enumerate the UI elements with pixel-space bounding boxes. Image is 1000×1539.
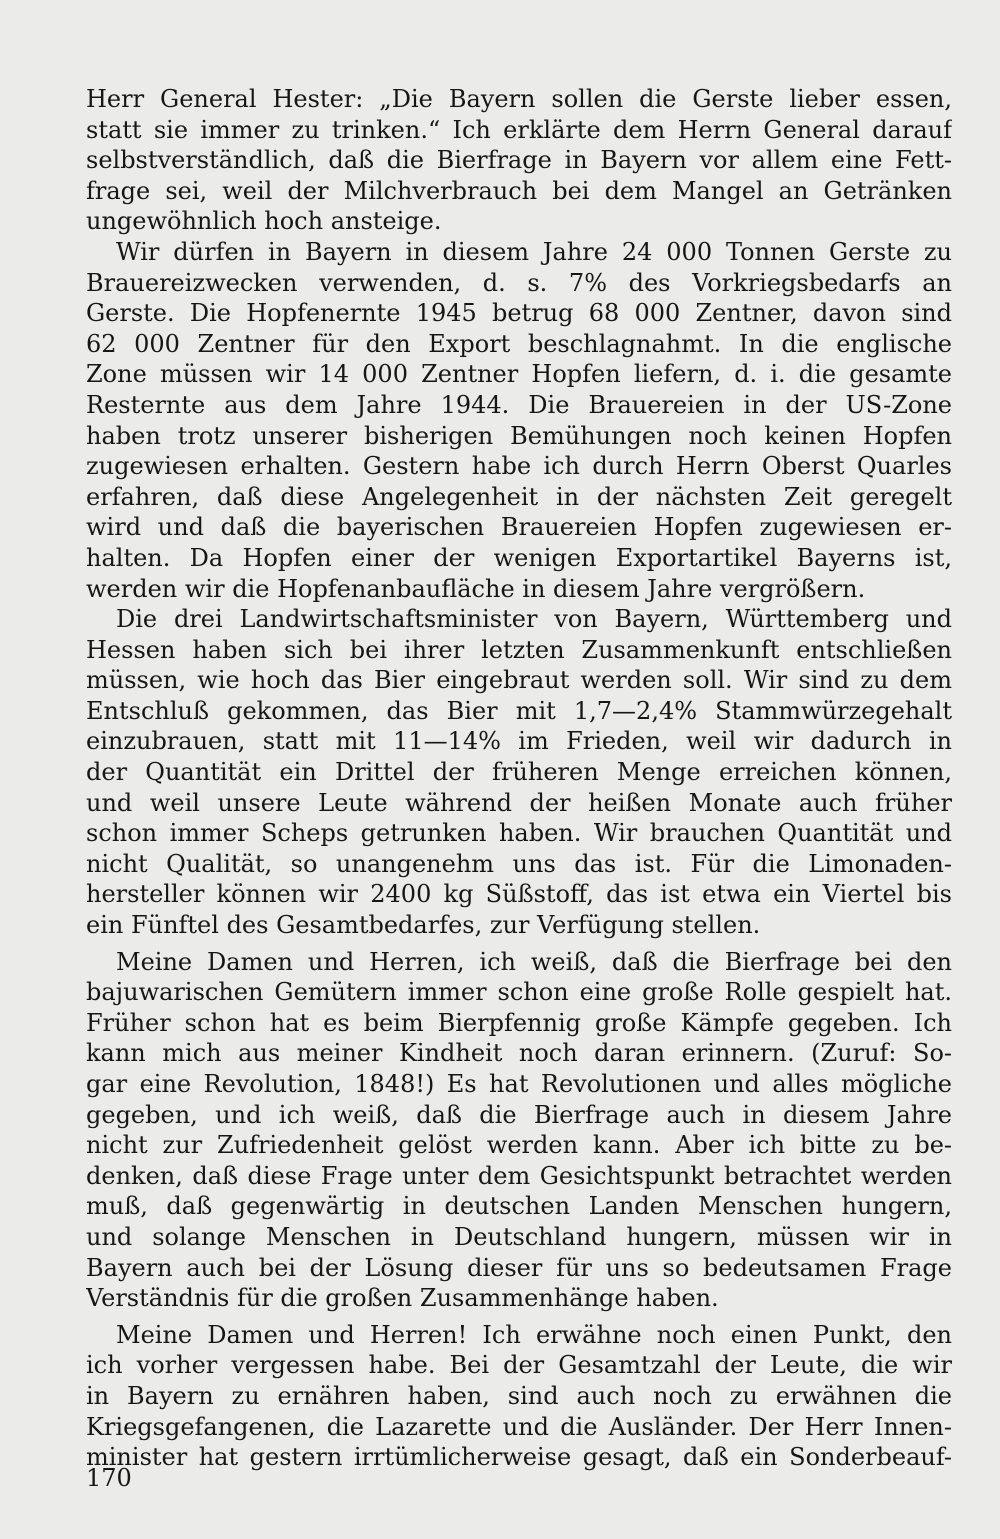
text-line: halten. Da Hopfen einer der wenigen Exportartikel Bayerns ist, xyxy=(86,543,952,572)
text-line: zugewiesen erhalten. Gestern habe ich durch Herrn Oberst Quarles xyxy=(86,452,952,481)
text-line: ungewöhnlich hoch ansteige. xyxy=(86,207,442,236)
text-line: Zone müssen wir 14 000 Zentner Hopfen liefern, d. i. die gesamte xyxy=(86,360,952,389)
text-line: Gerste. Die Hopfenernte 1945 betrug 68 000 Zentner, davon sind xyxy=(86,299,952,328)
text-line: gegeben, und ich weiß, daß die Bierfrage auch in diesem Jahre xyxy=(86,1100,952,1129)
text-line: haben trotz unserer bisherigen Bemühungen noch keinen Hopfen xyxy=(86,421,952,450)
text-line: 62 000 Zentner für den Export beschlagnahmt. In die englische xyxy=(86,329,952,358)
text-line: und weil unsere Leute während der heißen Monate auch früher xyxy=(86,788,952,817)
text-line: Herr General Hester: „Die Bayern sollen die Gerste lieber essen, xyxy=(86,85,952,113)
text-line: erfahren, daß diese Angelegenheit in der nächsten Zeit geregelt xyxy=(86,482,952,511)
text-line: einzubrauen, statt mit 11—14% im Frieden, weil wir dadurch in xyxy=(86,727,952,756)
text-line: Verständnis für die großen Zusammenhänge haben. xyxy=(86,1284,719,1313)
text-line: frage sei, weil der Milchverbrauch bei dem Mangel an Getränken xyxy=(86,176,952,205)
text-line: Früher schon hat es beim Bierpfennig große Kämpfe gegeben. Ich xyxy=(86,1008,952,1037)
text-line: Bayern auch bei der Lösung dieser für uns so bedeutsamen Frage xyxy=(86,1253,952,1282)
text-line: wird und daß die bayerischen Brauereien Hopfen zugewiesen er- xyxy=(86,513,952,542)
text-line: ein Fünftel des Gesamtbedarfes, zur Verfügung stellen. xyxy=(86,911,761,940)
text-line: kann mich aus meiner Kindheit noch daran erinnern. (Zuruf: So- xyxy=(86,1039,952,1068)
text-line: denken, daß diese Frage unter dem Gesichtspunkt betrachtet werden xyxy=(86,1161,952,1190)
body-text xyxy=(86,84,952,1473)
text-line: in Bayern zu ernähren haben, sind auch noch zu erwähnen die xyxy=(86,1381,952,1410)
text-line: hersteller können wir 2400 kg Süßstoff, das ist etwa ein Viertel bis xyxy=(86,880,952,909)
text-line: Meine Damen und Herren! Ich erwähne noch einen Punkt, den xyxy=(116,1320,952,1349)
text-line: Meine Damen und Herren, ich weiß, daß die Bierfrage bei den xyxy=(116,947,952,976)
text-line: werden wir die Hopfenanbaufläche in diesem Jahre vergrößern. xyxy=(86,574,866,603)
text-line: muß, daß gegenwärtig in deutschen Landen Menschen hungern, xyxy=(86,1192,952,1221)
text-line: gar eine Revolution, 1848!) Es hat Revolutionen und alles mögliche xyxy=(86,1070,952,1098)
text-line: Entschluß gekommen, das Bier mit 1,7—2,4% Stammwürzegehalt xyxy=(86,696,952,725)
text-line: nicht zur Zufriedenheit gelöst werden kann. Aber ich bitte zu be- xyxy=(86,1131,952,1160)
text-line: ich vorher vergessen habe. Bei der Gesamtzahl der Leute, die wir xyxy=(86,1351,952,1380)
text-line: und solange Menschen in Deutschland hungern, müssen wir in xyxy=(86,1222,952,1251)
text-line: der Quantität ein Drittel der früheren Menge erreichen können, xyxy=(86,758,952,787)
text-line: nicht Qualität, so unangenehm uns das ist. Für die Limonaden- xyxy=(86,849,952,878)
text-line: Hessen haben sich bei ihrer letzten Zusammenkunft entschließen xyxy=(86,635,952,664)
text-line: Die drei Landwirtschaftsminister von Bayern, Württemberg und xyxy=(116,605,952,634)
text-line: minister hat gestern irrtümlicherweise gesagt, daß ein Sonderbeauf- xyxy=(86,1443,952,1472)
text-line: Brauereizwecken verwenden, d. s. 7% des Vorkriegsbedarfs an xyxy=(86,268,952,297)
text-line: Wir dürfen in Bayern in diesem Jahre 24 000 Tonnen Gerste zu xyxy=(116,237,952,266)
text-line: selbstverständlich, daß die Bierfrage in Bayern vor allem eine Fett- xyxy=(86,146,952,175)
text-line: statt sie immer zu trinken.“ Ich erklärte dem Herrn General darauf xyxy=(86,115,952,144)
text-line: schon immer Scheps getrunken haben. Wir brauchen Quantität und xyxy=(86,819,952,848)
text-line: müssen, wie hoch das Bier eingebraut werden soll. Wir sind zu dem xyxy=(86,666,952,695)
text-line: Resternte aus dem Jahre 1944. Die Brauereien in der US-Zone xyxy=(86,390,952,419)
text-line: Kriegsgefangenen, die Lazarette und die Ausländer. Der Herr Innen- xyxy=(86,1412,952,1441)
page-number: 170 xyxy=(86,1464,132,1492)
text-line: bajuwarischen Gemütern immer schon eine große Rolle gespielt hat. xyxy=(86,978,952,1007)
